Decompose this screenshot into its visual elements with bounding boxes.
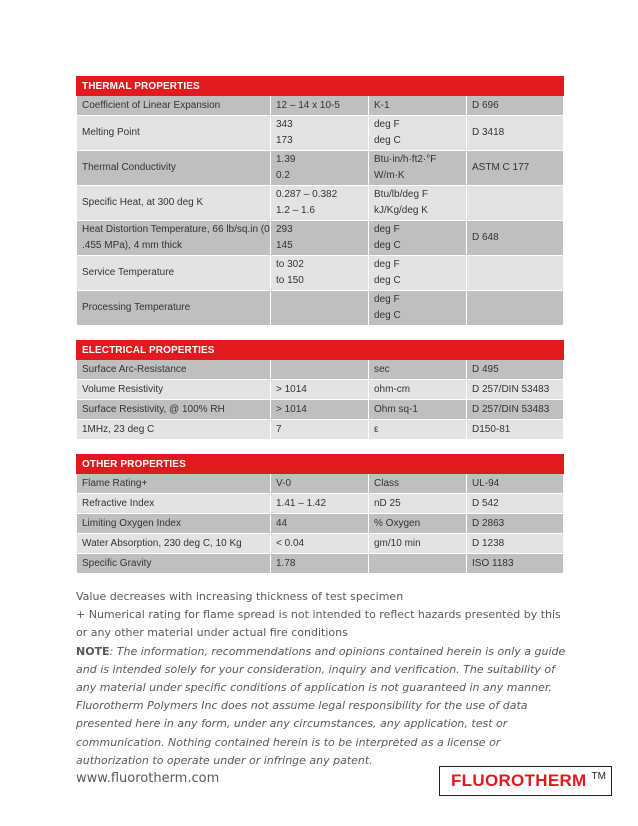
table-row [77, 494, 564, 514]
cell-text: D 648 [472, 232, 499, 243]
electrical-properties-body [77, 360, 564, 440]
cell-text: 0.287 – 0.382 [276, 189, 338, 200]
value-cell [271, 151, 369, 186]
value-cell [271, 420, 369, 440]
test-method-cell [467, 554, 564, 574]
footnotes [76, 588, 566, 770]
value-cell [271, 400, 369, 420]
cell-text: 1MHz, 23 deg C [82, 423, 155, 435]
unit-cell [369, 256, 467, 291]
test-method-cell [467, 380, 564, 400]
cell-text: < 0.04 [276, 537, 305, 549]
electrical-properties-table [76, 340, 564, 440]
footnote-flame-rating: + Numerical rating for flame spread is not intended to reflect hazards presented by this or any other material under actual fire conditions [76, 608, 561, 640]
cell-text: 1.39 [276, 154, 296, 165]
property-name-cell [77, 474, 271, 494]
cell-text: K-1 [374, 99, 390, 111]
test-method-cell [467, 360, 564, 380]
cell-text: Water Absorption, 230 deg C, 10 Kg [82, 537, 242, 549]
value-cell [271, 514, 369, 534]
unit-cell [369, 514, 467, 534]
cell-text: Btu/lb/deg F [374, 189, 428, 200]
cell-text: D 696 [472, 99, 499, 111]
value-cell [271, 380, 369, 400]
cell-text: deg C [374, 310, 401, 321]
value-cell [271, 186, 369, 221]
cell-text: 1.2 – 1.6 [276, 205, 315, 216]
cell-text: 1.78 [276, 557, 296, 569]
table-row [77, 380, 564, 400]
property-name-cell [77, 554, 271, 574]
cell-text: deg C [374, 240, 401, 251]
value-cell [271, 474, 369, 494]
test-method-cell [467, 116, 564, 151]
property-sheet [76, 76, 563, 588]
cell-text: 12 – 14 x 10-5 [276, 99, 340, 111]
test-method-cell [467, 534, 564, 554]
unit-cell [369, 221, 467, 256]
value-cell [271, 554, 369, 574]
footnote-thickness: Value decreases with increasing thickness of test specimen [76, 590, 404, 603]
cell-text: 293 [276, 224, 293, 235]
property-name-cell [77, 360, 271, 380]
cell-text: nD 25 [374, 497, 401, 509]
unit-cell [369, 186, 467, 221]
cell-text: W/m·K [374, 170, 405, 181]
cell-text: gm/10 min [374, 537, 421, 549]
property-name-cell [77, 116, 271, 151]
cell-text: UL-94 [472, 477, 500, 489]
cell-text: D150-81 [472, 423, 511, 435]
cell-text: Volume Resistivity [82, 383, 164, 395]
cell-text: Coefficient of Linear Expansion [82, 99, 221, 111]
test-method-cell [467, 420, 564, 440]
cell-text: > 1014 [276, 403, 307, 415]
cell-text: D 542 [472, 497, 499, 509]
table-row [77, 256, 564, 291]
cell-text: ε [374, 423, 379, 435]
cell-text: ISO 1183 [472, 557, 514, 569]
table-row [77, 186, 564, 221]
website-link[interactable]: www.fluorotherm.com [76, 771, 220, 786]
table-row [77, 420, 564, 440]
thermal-properties-body [77, 96, 564, 326]
electrical-properties-header: ELECTRICAL PROPERTIES [77, 341, 564, 360]
test-method-cell [467, 514, 564, 534]
cell-text: Surface Resistivity, @ 100% RH [82, 403, 225, 415]
cell-text: Refractive Index [82, 497, 155, 509]
table-row [77, 360, 564, 380]
other-properties-header: OTHER PROPERTIES [77, 455, 564, 474]
test-method-cell [467, 400, 564, 420]
cell-text: deg C [374, 275, 401, 286]
cell-text: deg C [374, 135, 401, 146]
cell-text: Ohm sq-1 [374, 403, 418, 415]
cell-text: deg F [374, 224, 400, 235]
test-method-cell [467, 474, 564, 494]
cell-text: deg F [374, 119, 400, 130]
unit-cell [369, 494, 467, 514]
table-row [77, 554, 564, 574]
cell-text: D 257/DIN 53483 [472, 383, 550, 395]
value-cell [271, 494, 369, 514]
cell-text: Service Temperature [82, 267, 175, 278]
cell-text: Specific Heat, at 300 deg K [82, 197, 204, 208]
cell-text: kJ/Kg/deg K [374, 205, 428, 216]
property-name-cell [77, 256, 271, 291]
cell-text: D 2863 [472, 517, 505, 529]
property-name-cell [77, 494, 271, 514]
table-row [77, 96, 564, 116]
cell-text: Class [374, 477, 400, 489]
unit-cell [369, 474, 467, 494]
property-name-cell [77, 400, 271, 420]
unit-cell [369, 116, 467, 151]
cell-text: > 1014 [276, 383, 307, 395]
property-name-cell [77, 151, 271, 186]
value-cell [271, 116, 369, 151]
test-method-cell [467, 291, 564, 326]
cell-text: Specific Gravity [82, 557, 152, 569]
property-name-cell [77, 291, 271, 326]
cell-text: sec [374, 363, 390, 375]
unit-cell [369, 360, 467, 380]
value-cell [271, 291, 369, 326]
cell-text: Surface Arc-Resistance [82, 363, 187, 375]
cell-text: Processing Temperature [82, 302, 191, 313]
unit-cell [369, 534, 467, 554]
thermal-properties-header: THERMAL PROPERTIES [77, 77, 564, 96]
cell-text: deg F [374, 259, 400, 270]
other-properties-body [77, 474, 564, 574]
cell-text: Thermal Conductivity [82, 162, 176, 173]
disclaimer-text: : The information, recommendations and opinions contained herein is only a guide and is intended solely for your consideration, inquiry and verification. The suitability of any material under specific conditions of application is not guaranteed in any manner. Fluorotherm Polymers Inc does not assume legal responsibility for the use of data presented here in any form, under any circumstances, any application, test or communication. Nothing contained herein is to be interpreted as a license or authorization to operate under or infringe any patent. [76, 644, 566, 767]
value-cell [271, 360, 369, 380]
unit-cell [369, 151, 467, 186]
cell-text: 44 [276, 517, 288, 529]
logo-wordmark: FLUOROTHERM [451, 771, 587, 790]
cell-text: D 1238 [472, 537, 505, 549]
cell-text: 173 [276, 135, 293, 146]
cell-text: D 3418 [472, 127, 505, 138]
unit-cell [369, 380, 467, 400]
cell-text: 343 [276, 119, 293, 130]
unit-cell [369, 291, 467, 326]
unit-cell [369, 554, 467, 574]
property-name-cell [77, 514, 271, 534]
table-row [77, 400, 564, 420]
value-cell [271, 221, 369, 256]
value-cell [271, 256, 369, 291]
test-method-cell [467, 96, 564, 116]
cell-text: D 495 [472, 363, 499, 375]
cell-text: Melting Point [82, 127, 140, 138]
table-row [77, 116, 564, 151]
cell-text: to 150 [276, 275, 304, 286]
cell-text: D 257/DIN 53483 [472, 403, 550, 415]
property-name-cell [77, 186, 271, 221]
property-name-cell [77, 420, 271, 440]
cell-text: Heat Distortion Temperature, 66 lb/sq.in (0 [82, 224, 270, 235]
fluorotherm-logo [439, 766, 612, 796]
table-row [77, 291, 564, 326]
cell-text: Limiting Oxygen Index [82, 517, 181, 529]
disclaimer [76, 643, 566, 770]
cell-text: to 302 [276, 259, 304, 270]
cell-text: 145 [276, 240, 293, 251]
disclaimer-label: NOTE [76, 644, 110, 658]
cell-text: 0.2 [276, 170, 290, 181]
cell-text: ASTM C 177 [472, 162, 530, 173]
value-cell [271, 534, 369, 554]
test-method-cell [467, 151, 564, 186]
value-cell [271, 96, 369, 116]
logo-trademark: TM [591, 771, 606, 782]
cell-text: .455 MPa), 4 mm thick [82, 240, 183, 251]
cell-text: deg F [374, 294, 400, 305]
cell-text: Btu·in/h·ft2·°F [374, 154, 437, 165]
cell-text: 1.41 – 1.42 [276, 497, 327, 509]
table-row [77, 534, 564, 554]
cell-text: % Oxygen [374, 517, 421, 529]
table-row [77, 474, 564, 494]
thermal-properties-table [76, 76, 564, 326]
property-name-cell [77, 380, 271, 400]
table-row [77, 514, 564, 534]
cell-text: Flame Rating+ [82, 477, 148, 489]
cell-text: 7 [276, 423, 282, 435]
cell-text: V-0 [276, 477, 292, 489]
property-name-cell [77, 96, 271, 116]
unit-cell [369, 420, 467, 440]
test-method-cell [467, 221, 564, 256]
property-name-cell [77, 221, 271, 256]
property-name-cell [77, 534, 271, 554]
test-method-cell [467, 494, 564, 514]
unit-cell [369, 96, 467, 116]
cell-text: ohm-cm [374, 383, 411, 395]
other-properties-table [76, 454, 564, 574]
unit-cell [369, 400, 467, 420]
test-method-cell [467, 256, 564, 291]
table-row [77, 151, 564, 186]
test-method-cell [467, 186, 564, 221]
table-row [77, 221, 564, 256]
